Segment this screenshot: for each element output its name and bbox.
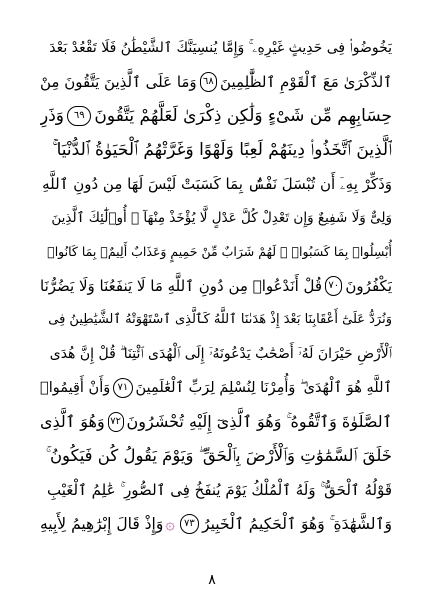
text-line-7 xyxy=(40,234,392,270)
verse-end-marker: ٧٠ xyxy=(325,276,342,296)
line-text: وَنُرَدُّ عَلَىٰٓ أَعْقَابِنَا بَعْدَ إِذْ هَدَىٰنَا ٱللَّهُ كَٱلَّذِى ٱسْتَهْوَتْهُ ٱلشَّيَٰطِينُ فِى xyxy=(48,312,392,327)
line-text-after: وَأَنْ أَقِيمُوا۟ xyxy=(40,380,111,396)
text-line-2 xyxy=(40,64,392,100)
text-line-3 xyxy=(40,98,392,134)
line-text: وَذَكِّرْ بِهِۦٓ أَن تُبْسَلَ نَفْسٌۢ بِمَا كَسَبَتْ لَيْسَ لَهَا مِن دُونِ ٱللَّهِ xyxy=(42,175,392,193)
verse-end-marker: ٧٢ xyxy=(108,412,124,432)
line-text: يَكْفُرُونَ xyxy=(345,277,392,295)
quran-page xyxy=(40,30,392,540)
line-text: ٱللَّهِ هُوَ ٱلْهُدَىٰ ۖ وَأُمِرْنَا لِنُسْلِمَ لِرَبِّ ٱلْعَٰلَمِينَ xyxy=(135,380,392,396)
line-text-after: قُلْ أَنَدْعُوا۟ مِن دُونِ ٱللَّهِ مَا لَا يَنفَعُنَا وَلَا يَضُرُّنَا xyxy=(40,277,323,295)
line-text: ٱلْأَرْضِ حَيْرَانَ لَهُۥٓ أَصْحَٰبٌ يَدْعُونَهُۥٓ إِلَى ٱلْهُدَى ٱئْتِنَا ۗ قُلْ إِنَّ هُدَى xyxy=(49,346,392,362)
verse-end-marker: ٦٨ xyxy=(200,72,217,92)
line-text-after: وَذَرِ xyxy=(40,106,64,126)
verse-end-marker: ٧١ xyxy=(113,378,132,398)
line-text: ٱلَّذِينَ ٱتَّخَذُوا۟ دِينَهُمْ لَعِبًا وَلَهْوًا وَغَرَّتْهُمُ ٱلْحَيَوٰةُ ٱلدُّنْيَا ۚ xyxy=(52,140,392,160)
line-text: ٱلذِّكْرَىٰ مَعَ ٱلْقَوْمِ ٱلظَّٰلِمِينَ xyxy=(220,73,392,91)
text-line-1 xyxy=(40,30,392,66)
text-line-9 xyxy=(40,302,392,338)
line-text: ٱلصَّلَوٰةَ وَٱتَّقُوهُ ۚ وَهُوَ ٱلَّذِىٓ إِلَيْهِ تُحْشَرُونَ xyxy=(126,412,392,431)
line-text-after: وَإِذْ قَالَ إِبْرَٰهِيمُ لِأَبِيهِ xyxy=(40,515,164,533)
line-text: خَلَقَ ٱلسَّمَٰوَٰتِ وَٱلْأَرْضَ بِٱلْحَقِّ ۖ وَيَوْمَ يَقُولُ كُن فَيَكُونُ ۚ xyxy=(45,446,392,465)
page-number: ٨ xyxy=(208,572,216,588)
line-text: قَوْلُهُ ٱلْحَقُّ ۚ وَلَهُ ٱلْمُلْكُ يَوْمَ يُنفَخُ فِى ٱلصُّورِ ۚ عَٰلِمُ ٱلْغَيْبِ xyxy=(47,481,392,499)
verse-end-marker: ٧٣ xyxy=(180,514,199,534)
text-line-8 xyxy=(40,268,392,304)
verse-end-marker: ٦٩ xyxy=(67,106,91,126)
text-line-13 xyxy=(40,438,392,474)
line-text: حِسَابِهِم مِّن شَىْءٍ وَلَٰكِن ذِكْرَىٰ لَعَلَّهُمْ يَتَّقُونَ xyxy=(94,106,392,126)
line-text: وَٱلشَّهَٰدَةِ ۚ وَهُوَ ٱلْحَكِيمُ ٱلْخَبِيرُ xyxy=(202,515,392,533)
text-line-4 xyxy=(40,132,392,168)
text-line-5 xyxy=(40,166,392,202)
text-line-11 xyxy=(40,370,392,406)
line-text-after: وَهُوَ ٱلَّذِى xyxy=(40,412,105,431)
line-text: وَلِىٌّ وَلَا شَفِيعٌ وَإِن تَعْدِلْ كُلَّ عَدْلٍ لَّا يُؤْخَذْ مِنْهَآ ۗ أُو۟لَٰٓئِكَ ٱلَّذِينَ xyxy=(51,210,392,226)
line-text: أُبْسِلُوا۟ بِمَا كَسَبُوا۟ ۖ لَهُمْ شَرَابٌ مِّنْ حَمِيمٍ وَعَذَابٌ أَلِيمٌۢ بِمَا كَانُوا۟ xyxy=(47,244,392,259)
text-line-12 xyxy=(40,404,392,440)
sajda-star-icon: ۞ xyxy=(165,514,175,533)
text-line-15 xyxy=(40,506,392,542)
line-text: يَخُوضُوا۟ فِى حَدِيثٍ غَيْرِهِۦ ۚ وَإِمَّا يُنسِيَنَّكَ ٱلشَّيْطَٰنُ فَلَا تَقْعُدْ بَعْدَ xyxy=(49,40,392,56)
text-line-10 xyxy=(40,336,392,372)
line-text-after: وَمَا عَلَى ٱلَّذِينَ يَتَّقُونَ مِنْ xyxy=(40,73,197,91)
text-line-6 xyxy=(40,200,392,236)
text-line-14 xyxy=(40,472,392,508)
